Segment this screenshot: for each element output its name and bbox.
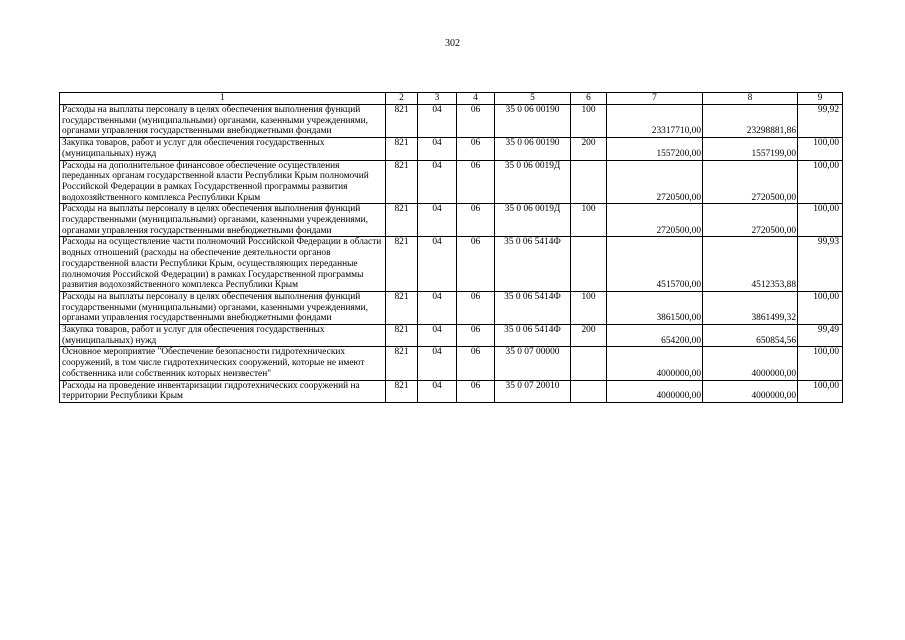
planned-amount: 1557200,00 xyxy=(607,138,703,160)
row-description: Расходы на выплаты персоналу в целях обеспечения выполнения функций государственными (муниципальными) органами, казенными учреждениями, органами управления государственными внебюджетными фондами xyxy=(60,105,386,138)
subsection-code: 06 xyxy=(457,325,495,347)
expense-type-code: 100 xyxy=(571,204,607,237)
subsection-code: 06 xyxy=(457,347,495,380)
header-col-7: 7 xyxy=(607,93,703,105)
header-col-1: 1 xyxy=(60,93,386,105)
row-description: Расходы на выплаты персоналу в целях обеспечения выполнения функций государственными (муниципальными) органами, казенными учреждениями, органами управления государственными внебюджетными фондами xyxy=(60,204,386,237)
planned-amount: 4000000,00 xyxy=(607,380,703,402)
expense-type-code xyxy=(571,160,607,204)
section-code: 04 xyxy=(418,347,457,380)
execution-percent: 100,00 xyxy=(798,138,843,160)
planned-amount: 2720500,00 xyxy=(607,204,703,237)
execution-percent: 100,00 xyxy=(798,347,843,380)
planned-amount: 2720500,00 xyxy=(607,160,703,204)
section-code: 04 xyxy=(418,160,457,204)
ministry-code: 821 xyxy=(386,160,418,204)
budget-table xyxy=(59,92,843,403)
planned-amount: 3861500,00 xyxy=(607,291,703,324)
ministry-code: 821 xyxy=(386,347,418,380)
target-article-code: 35 0 06 5414Ф xyxy=(495,325,571,347)
subsection-code: 06 xyxy=(457,237,495,292)
actual-amount: 3861499,32 xyxy=(703,291,798,324)
expense-type-code xyxy=(571,347,607,380)
section-code: 04 xyxy=(418,138,457,160)
target-article-code: 35 0 06 0019Д xyxy=(495,160,571,204)
header-col-3: 3 xyxy=(418,93,457,105)
expense-type-code xyxy=(571,380,607,402)
header-row xyxy=(60,93,843,105)
target-article-code: 35 0 06 5414Ф xyxy=(495,291,571,324)
planned-amount: 654200,00 xyxy=(607,325,703,347)
page-number: 302 xyxy=(445,38,460,49)
section-code: 04 xyxy=(418,291,457,324)
execution-percent: 100,00 xyxy=(798,204,843,237)
ministry-code: 821 xyxy=(386,291,418,324)
subsection-code: 06 xyxy=(457,138,495,160)
table-row xyxy=(60,204,843,237)
row-description: Расходы на проведение инвентаризации гидротехнических сооружений на территории Республики Крым xyxy=(60,380,386,402)
execution-percent: 99,49 xyxy=(798,325,843,347)
target-article-code: 35 0 06 5414Ф xyxy=(495,237,571,292)
ministry-code: 821 xyxy=(386,237,418,292)
execution-percent: 100,00 xyxy=(798,380,843,402)
expense-type-code: 100 xyxy=(571,105,607,138)
row-description: Закупка товаров, работ и услуг для обеспечения государственных (муниципальных) нужд xyxy=(60,325,386,347)
target-article-code: 35 0 06 0019Д xyxy=(495,204,571,237)
header-col-4: 4 xyxy=(457,93,495,105)
row-description: Расходы на осуществление части полномочий Российской Федерации в области водных отношений (расходы на обеспечение деятельности органов государственной власти Республики Крым, осуществляющих переданные полномочия Российской Федерации) в рамках Государственной программы развития водохозяйственного комплекса Республики Крым xyxy=(60,237,386,292)
actual-amount: 4512353,88 xyxy=(703,237,798,292)
header-col-8: 8 xyxy=(703,93,798,105)
table-row xyxy=(60,325,843,347)
actual-amount: 1557199,00 xyxy=(703,138,798,160)
planned-amount: 23317710,00 xyxy=(607,105,703,138)
section-code: 04 xyxy=(418,105,457,138)
section-code: 04 xyxy=(418,325,457,347)
ministry-code: 821 xyxy=(386,380,418,402)
expense-type-code: 100 xyxy=(571,291,607,324)
header-col-6: 6 xyxy=(571,93,607,105)
actual-amount: 4000000,00 xyxy=(703,380,798,402)
expense-type-code: 200 xyxy=(571,325,607,347)
planned-amount: 4000000,00 xyxy=(607,347,703,380)
header-col-2: 2 xyxy=(386,93,418,105)
row-description: Расходы на дополнительное финансовое обеспечение осуществления переданных органам государственной власти Республики Крым полномочий Российской Федерации в рамках Государственной программы развития водохозяйственного комплекса Республики Крым xyxy=(60,160,386,204)
expense-type-code: 200 xyxy=(571,138,607,160)
table-row xyxy=(60,138,843,160)
subsection-code: 06 xyxy=(457,204,495,237)
target-article-code: 35 0 06 00190 xyxy=(495,105,571,138)
execution-percent: 99,92 xyxy=(798,105,843,138)
planned-amount: 4515700,00 xyxy=(607,237,703,292)
section-code: 04 xyxy=(418,380,457,402)
actual-amount: 4000000,00 xyxy=(703,347,798,380)
table-row xyxy=(60,160,843,204)
subsection-code: 06 xyxy=(457,105,495,138)
table-row xyxy=(60,105,843,138)
table-row xyxy=(60,237,843,292)
header-col-5: 5 xyxy=(495,93,571,105)
row-description: Расходы на выплаты персоналу в целях обеспечения выполнения функций государственными (муниципальными) органами, казенными учреждениями, органами управления государственными внебюджетными фондами xyxy=(60,291,386,324)
subsection-code: 06 xyxy=(457,380,495,402)
actual-amount: 23298881,86 xyxy=(703,105,798,138)
actual-amount: 2720500,00 xyxy=(703,160,798,204)
expense-type-code xyxy=(571,237,607,292)
subsection-code: 06 xyxy=(457,291,495,324)
ministry-code: 821 xyxy=(386,138,418,160)
actual-amount: 650854,56 xyxy=(703,325,798,347)
table-row xyxy=(60,291,843,324)
execution-percent: 99,93 xyxy=(798,237,843,292)
row-description: Основное мероприятие "Обеспечение безопасности гидротехнических сооружений, в том числе гидротехнических сооружений, которые не имеют собственника или собственник которых неизвестен" xyxy=(60,347,386,380)
target-article-code: 35 0 06 00190 xyxy=(495,138,571,160)
table-row xyxy=(60,380,843,402)
actual-amount: 2720500,00 xyxy=(703,204,798,237)
ministry-code: 821 xyxy=(386,105,418,138)
subsection-code: 06 xyxy=(457,160,495,204)
execution-percent: 100,00 xyxy=(798,291,843,324)
execution-percent: 100,00 xyxy=(798,160,843,204)
section-code: 04 xyxy=(418,204,457,237)
target-article-code: 35 0 07 00000 xyxy=(495,347,571,380)
row-description: Закупка товаров, работ и услуг для обеспечения государственных (муниципальных) нужд xyxy=(60,138,386,160)
target-article-code: 35 0 07 20010 xyxy=(495,380,571,402)
ministry-code: 821 xyxy=(386,204,418,237)
section-code: 04 xyxy=(418,237,457,292)
table-row xyxy=(60,347,843,380)
header-col-9: 9 xyxy=(798,93,843,105)
ministry-code: 821 xyxy=(386,325,418,347)
